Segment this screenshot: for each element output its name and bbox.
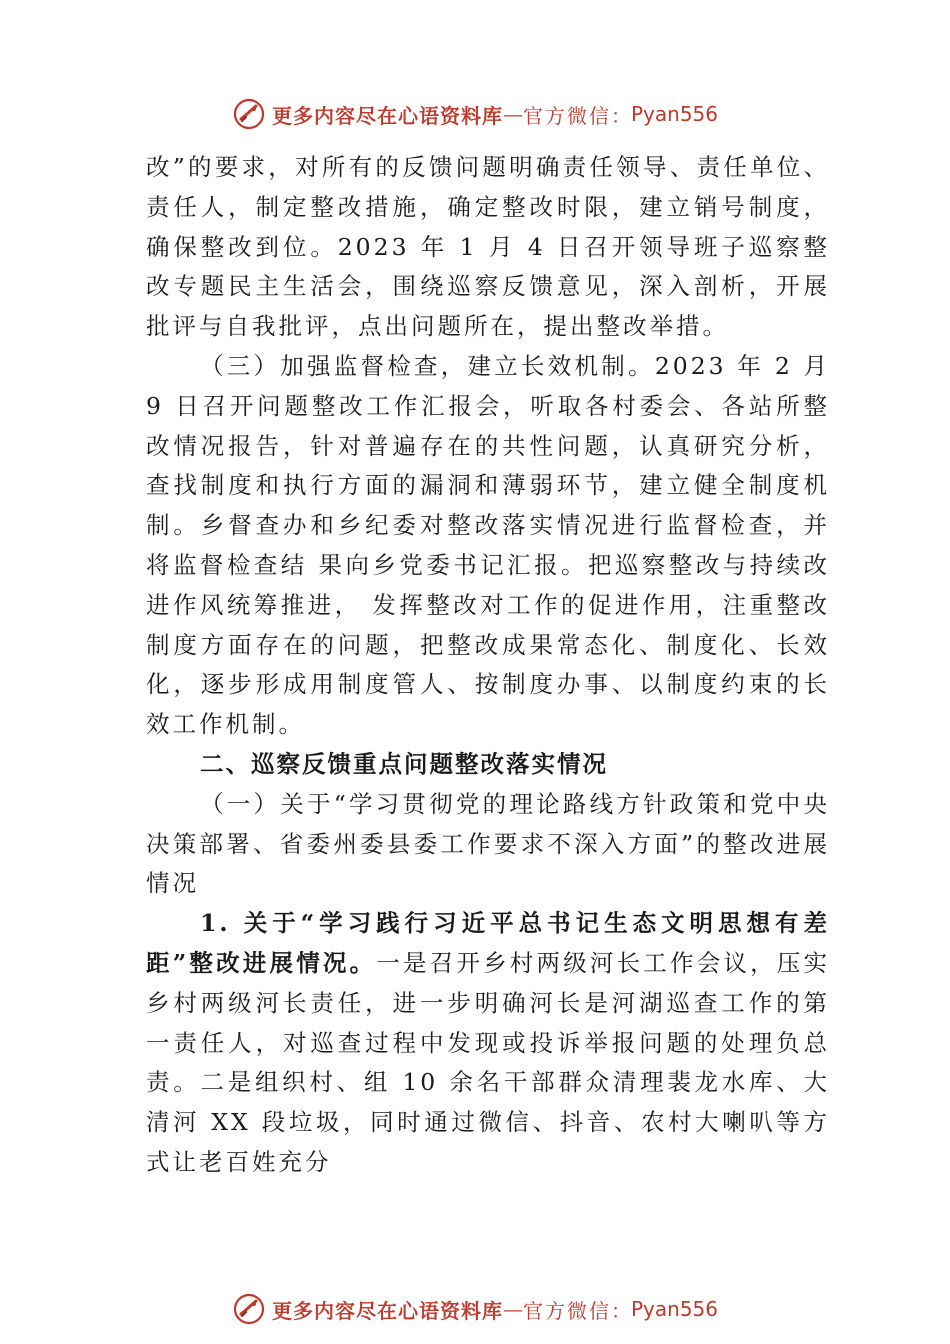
site-name: 更多内容尽在心语资料库 [271, 1298, 503, 1323]
wechat-id: Pyan556 [630, 102, 718, 126]
paragraph-continuation: 改”的要求，对所有的反馈问题明确责任领导、责任单位、 责任人，制定整改措施，确定整改时限，建立销号制度，确保整改到位。2023 年 1 月 4 日召开领导班子巡察整改专题民主生活会，围绕巡察反馈意见，深入剖析，开展批评与自我批评，点出问题所在，提出整改举措。 [146, 153, 830, 341]
subsection-heading: （一）关于“学习贯彻党的理论路线方针政策和党中央决策部署、省委州委县委工作要求不深入方面”的整改进展情况 [146, 789, 830, 898]
footer-banner [0, 1289, 950, 1329]
document-body [146, 148, 830, 1183]
banner-dash: — [502, 102, 523, 126]
header-banner [0, 94, 950, 134]
paragraph-supervision: （三）加强监督检查，建立长效机制。2023 年 2 月 9 日召开问题整改工作汇报会，听取各村委会、各站所整改情况报告，针对普遍存在的共性问题，认真研究分析，查找制度和执行方面的漏洞和薄弱环节，建立健全制度机制。乡督查办和乡纪委对整改落实情况进行监督检查，并将监督检查结 果向乡党委书记汇报。把巡察整改与持续改进作风统筹推进， 发挥整改对工作的促进作用，注重整改制度方面存在的问题，把整改成果常态化、制度化、长效化，逐步形成用制度管人、按制度办事、以制度约束的长效工作机制。 [146, 351, 830, 739]
brush-logo-icon [232, 1292, 266, 1326]
section-heading: 二、巡察反馈重点问题整改落实情况 [200, 749, 608, 778]
brush-logo-icon [232, 97, 266, 131]
wechat-id: Pyan556 [630, 1297, 718, 1321]
site-name: 更多内容尽在心语资料库 [271, 103, 503, 128]
item-body: 一是召开乡村两级河长工作会议，压实乡村两级河长责任，进一步明确河长是河湖巡查工作的第一责任人，对巡查过程中发现或投诉举报问题的处理负总责。二是组织村、组 10 余名干部群众清理裴龙水库、大清河 XX 段垃圾，同时通过微信、抖音、农村大喇叭等方式让老百姓充分 [146, 948, 830, 1176]
wechat-label: 官方微信 [522, 103, 611, 128]
item-title: 1. 关于“学习践行习近平总书记生态文明思想有差距”整改进展情况。 [146, 909, 830, 977]
paragraph-ecology [146, 904, 830, 1183]
banner-dash: — [502, 1297, 523, 1321]
wechat-label: 官方微信 [522, 1298, 611, 1323]
banner-separator: ： [610, 103, 631, 128]
banner-separator: ： [610, 1298, 631, 1323]
